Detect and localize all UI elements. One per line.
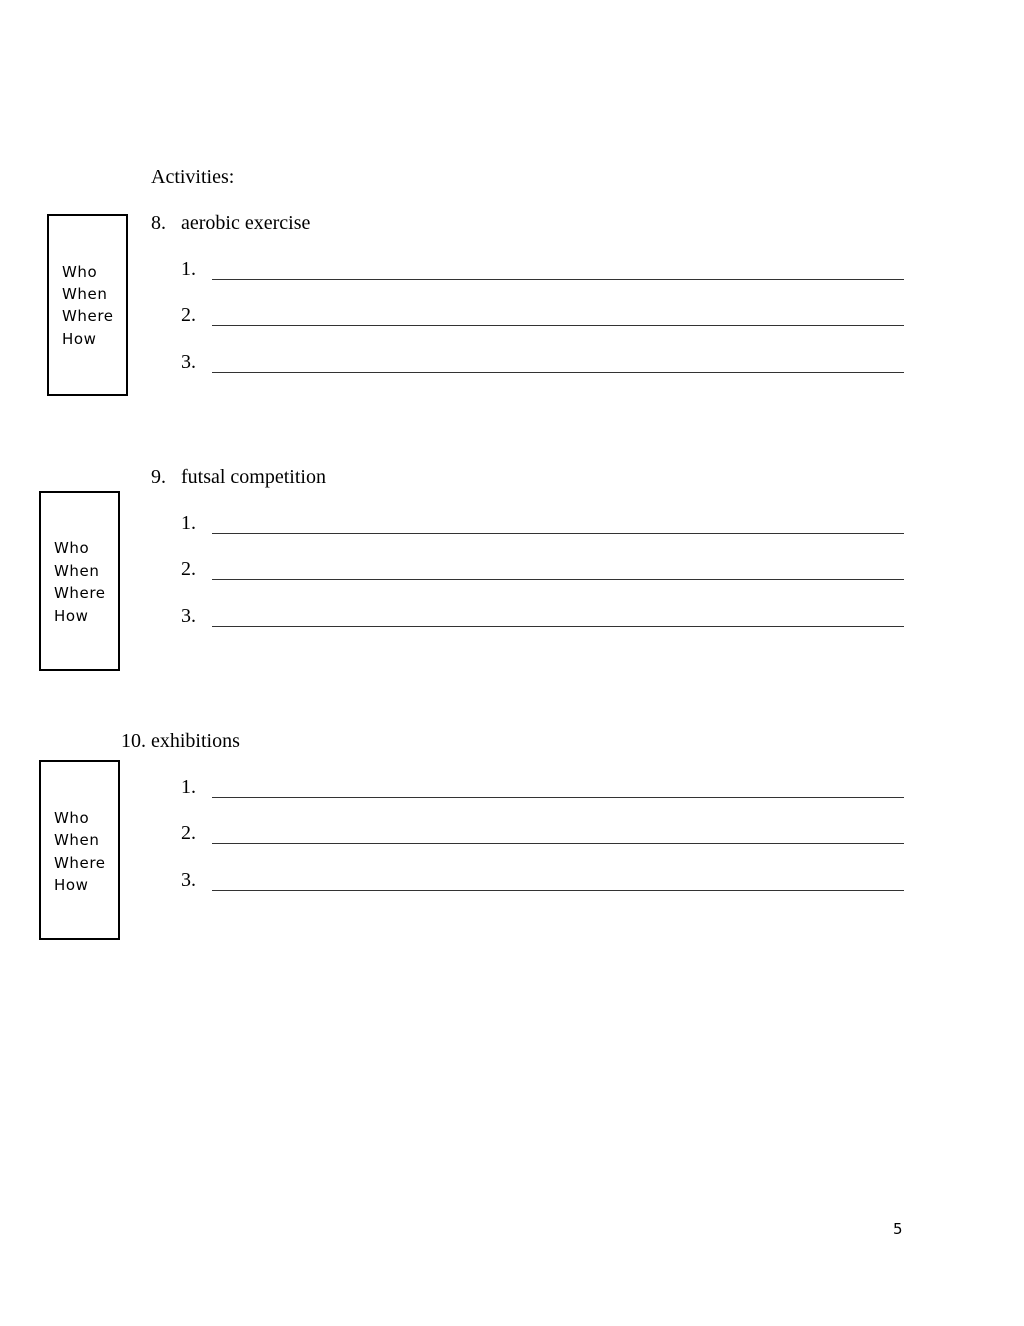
answer-item [181,558,911,588]
box-line-where: Where [54,584,106,602]
activity-section-futsal [0,466,1024,706]
item-number: 2. [181,558,196,580]
section-title [151,212,310,235]
box-line-how: How [62,330,97,348]
answer-line[interactable] [212,279,904,280]
item-number: 1. [181,512,196,534]
item-number: 2. [181,304,196,326]
who-when-where-how-box [39,760,120,940]
item-number: 1. [181,258,196,280]
section-title-text: futsal competition [181,466,326,488]
page-number: 5 [893,1220,903,1238]
box-line-where: Where [54,854,106,872]
answer-line[interactable] [212,890,904,891]
section-number: 10. [121,730,146,752]
box-line-who: Who [62,263,98,281]
section-title-text: aerobic exercise [181,212,311,234]
answer-item [181,304,911,334]
who-when-where-how-box [39,491,120,671]
answer-line[interactable] [212,797,904,798]
answer-item [181,258,911,288]
answer-item [181,869,911,899]
item-number: 1. [181,776,196,798]
answer-line[interactable] [212,626,904,627]
section-number: 8. [151,212,166,234]
answer-line[interactable] [212,843,904,844]
box-line-where: Where [62,307,114,325]
answer-line[interactable] [212,579,904,580]
answer-item [181,605,911,635]
answer-item [181,776,911,806]
box-line-when: When [62,285,108,303]
answer-line[interactable] [212,372,904,373]
box-line-how: How [54,607,89,625]
item-number: 2. [181,822,196,844]
answer-item [181,512,911,542]
answer-item [181,351,911,381]
item-number: 3. [181,351,196,373]
section-title [121,730,240,753]
activity-section-aerobic [0,212,1024,452]
section-number: 9. [151,466,166,488]
box-line-when: When [54,831,100,849]
section-title-text: exhibitions [151,730,240,752]
activities-heading: Activities: [151,166,235,188]
answer-line[interactable] [212,533,904,534]
box-line-who: Who [54,809,90,827]
answer-item [181,822,911,852]
item-number: 3. [181,605,196,627]
answer-line[interactable] [212,325,904,326]
section-title [151,466,326,489]
box-line-how: How [54,876,89,894]
box-line-who: Who [54,539,90,557]
activity-section-exhibitions [0,730,1024,970]
item-number: 3. [181,869,196,891]
box-line-when: When [54,562,100,580]
who-when-where-how-box [47,214,128,396]
